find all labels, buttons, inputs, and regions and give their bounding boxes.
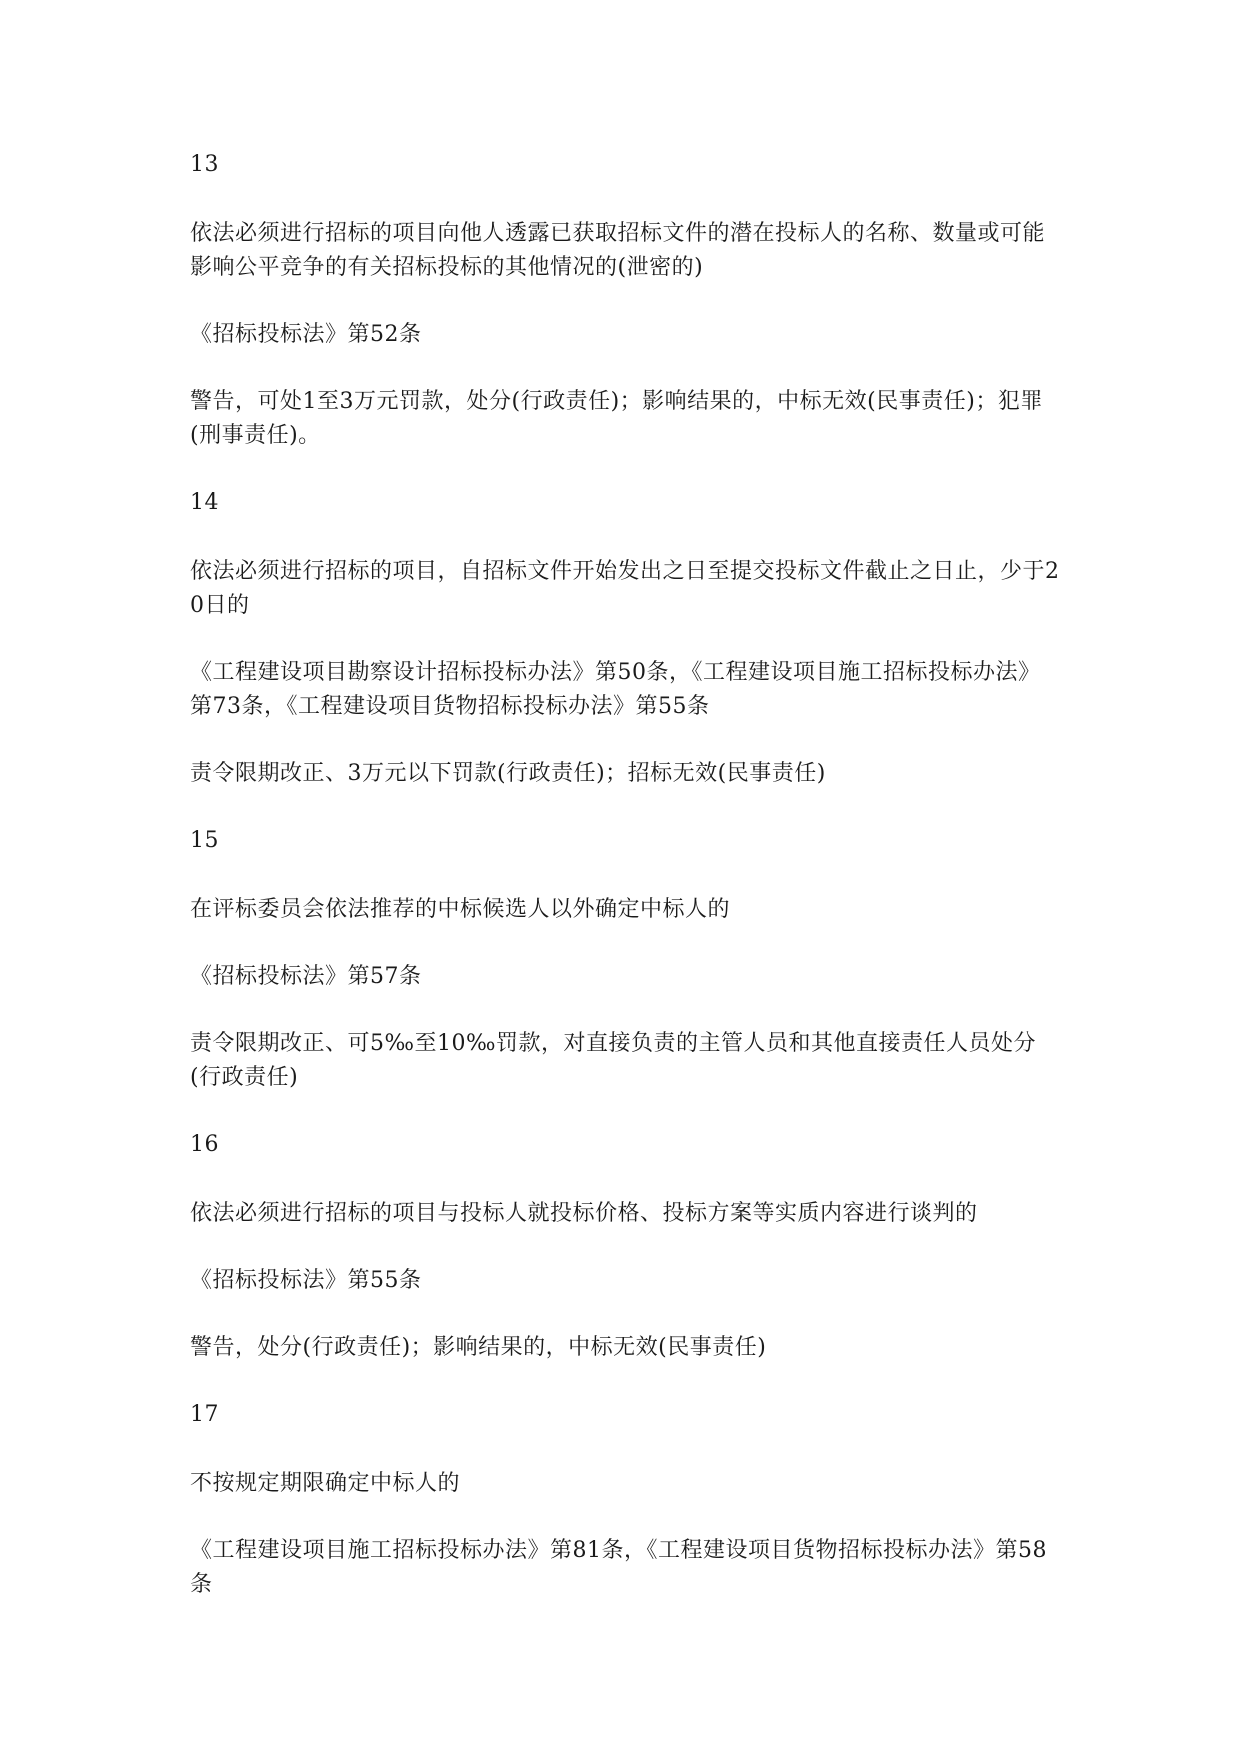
document-page [190, 148, 1060, 1635]
item-violation: 依法必须进行招标的项目与投标人就投标价格、投标方案等实质内容进行谈判的 [190, 1201, 978, 1226]
item-violation: 在评标委员会依法推荐的中标候选人以外确定中标人的 [190, 897, 731, 922]
item-legal-basis: 《工程建设项目勘察设计招标投标办法》第50条，《工程建设项目施工招标投标办法》第73条，《工程建设项目货物招标投标办法》第55条 [190, 660, 1041, 719]
item-number: 16 [190, 1132, 219, 1157]
item-legal-basis: 《招标投标法》第52条 [190, 322, 422, 347]
item-violation: 依法必须进行招标的项目向他人透露已获取招标文件的潜在投标人的名称、数量或可能影响公平竞争的有关招标投标的其他情况的(泄密的) [190, 221, 1046, 280]
item-number: 14 [190, 490, 219, 515]
item-penalty: 警告，处分(行政责任)；影响结果的，中标无效(民事责任) [190, 1335, 767, 1360]
item-number: 17 [190, 1402, 219, 1427]
item-violation: 依法必须进行招标的项目，自招标文件开始发出之日至提交投标文件截止之日止，少于20日的 [190, 559, 1060, 618]
item-penalty: 警告，可处1至3万元罚款，处分(行政责任)；影响结果的，中标无效(民事责任)；犯罪(刑事责任)。 [190, 389, 1043, 448]
item-violation: 不按规定期限确定中标人的 [190, 1471, 461, 1496]
item-penalty: 责令限期改正、可5‰至10‰罚款，对直接负责的主管人员和其他直接责任人员处分(行政责任) [190, 1031, 1037, 1090]
item-legal-basis: 《招标投标法》第55条 [190, 1268, 422, 1293]
item-legal-basis: 《招标投标法》第57条 [190, 964, 422, 989]
item-number: 13 [190, 152, 219, 177]
item-legal-basis: 《工程建设项目施工招标投标办法》第81条，《工程建设项目货物招标投标办法》第58条 [190, 1538, 1047, 1597]
item-number: 15 [190, 828, 219, 853]
item-penalty: 责令限期改正、3万元以下罚款(行政责任)；招标无效(民事责任) [190, 761, 826, 786]
